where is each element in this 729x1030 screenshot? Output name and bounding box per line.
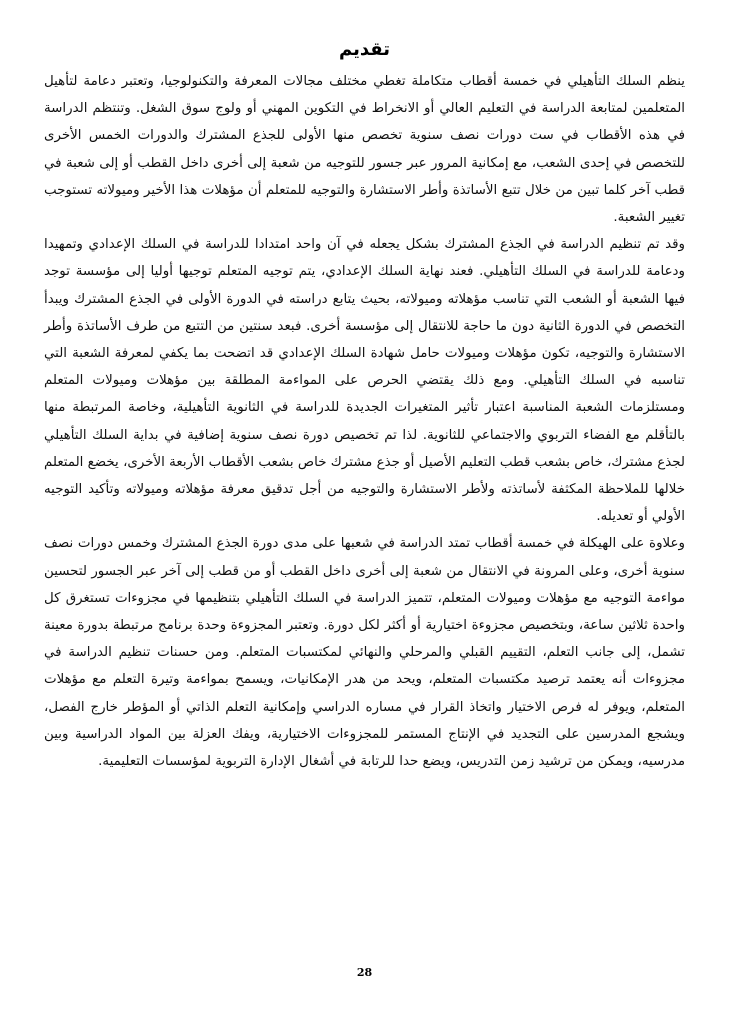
page-title: تقديم [339,39,390,60]
body-text [44,68,685,775]
paragraph-3: وعلاوة على الهيكلة في خمسة أقطاب تمتد الدراسة في شعبها على مدى دورة الجذع المشترك وخمس دورات نصف سنوية أخرى، وعلى المرونة في الانتقال من شعبة إلى أخرى داخل القطب أو من قطب إلى آخر عبر الجسور لتحسين مواءمة التوجيه مع مؤهلات وميولات المتعلم، تتميز الدراسة في السلك التأهيلي بتنظيمها في مجزوءات تستغرق كل واحدة ثلاثين ساعة، وبتخصيص مجزوءة اختيارية أو أكثر لكل دورة. وتعتبر المجزوءة وحدة برنامج مرتبطة بدورة معينة تشمل، إلى جانب التعلم، التقييم القبلي والمرحلي والنهائي لمكتسبات المتعلم. ومن حسنات تنظيم الدراسة في مجزوءات أنه يعتمد ترصيد مكتسبات المتعلم، ويحد من هدر الإمكانيات، ويسمح بمواءمة وتيرة التعلم مع مؤهلات المتعلم، ويوفر له فرص الاختيار واتخاذ القرار في مساره الدراسي وإمكانية التعلم الذاتي أو المؤطر خارج الفصل، ويشجع المدرسين على التجديد في الإنتاج المستمر للمجزوءات الاختيارية، ويفك العزلة بين المواد الدراسية وبين مدرسيه، ويمكن من ترشيد زمن التدريس، ويضع حدا للرتابة في أشغال الإدارة التربوية لمؤسسات التعليمية. [44,536,685,770]
page-number: 28 [356,966,373,979]
paragraph-1: ينظم السلك التأهيلي في خمسة أقطاب متكاملة تغطي مختلف مجالات المعرفة والتكنولوجيا، وتعتبر دعامة لتأهيل المتعلمين لمتابعة الدراسة في التعليم العالي أو الانخراط في التكوين المهني أو ولوج سوق الشغل. وتنتظم الدراسة في هذه الأقطاب في ست دورات نصف سنوية تخصص منها الأولى للجذع المشترك والدورات الخمس الأخرى للتخصص في إحدى الشعب، مع إمكانية المرور عبر جسور للتوجيه من شعبة إلى أخرى داخل القطب أو إلى شعبة في قطب آخر كلما تبين من خلال تتبع الأساتذة وأطر الاستشارة والتوجيه للمتعلم أن مؤهلات هذا الأخير وميولاته تستوجب تغيير الشعبة. [44,74,685,226]
paragraph-2: وقد تم تنظيم الدراسة في الجذع المشترك بشكل يجعله في آن واحد امتدادا للدراسة في السلك الإعدادي وتمهيدا ودعامة للدراسة في السلك التأهيلي. فعند نهاية السلك الإعدادي، يتم توجيه المتعلم توجيها أوليا إلى مؤسسة توجد فيها الشعبة أو الشعب التي تناسب مؤهلاته وميولاته، بحيث يتابع دراسته في الدورة الأولى في الجذع المشترك ويبدأ التخصص في الدورة الثانية دون ما حاجة للانتقال إلى مؤسسة أخرى. فبعد سنتين من التتبع من طرف الأساتذة وأطر الاستشارة والتوجيه، تكون مؤهلات وميولات حامل شهادة السلك الإعدادي قد اتضحت بما يكفي لمعرفة الشعبة التي تناسبه في السلك التأهيلي. ومع ذلك يقتضي الحرص على المواءمة المطلقة بين مؤهلات وميولات المتعلم ومستلزمات الشعبة المناسبة اعتبار تأثير المتغيرات الجديدة للدراسة في الثانوية التأهيلية، وخاصة المرتبطة منها بالتأقلم مع الفضاء التربوي والاجتماعي للثانوية. لذا تم تخصيص دورة نصف سنوية إضافية في بداية السلك التأهيلي لجذع مشترك، خاص بشعب قطب التعليم الأصيل أو جذع مشترك خاص بشعب الأقطاب الأربعة الأخرى، يخضع المتعلم خلالها للملاحظة المكثفة لأساتذته ولأطر الاستشارة والتوجيه من أجل تدقيق معرفة مؤهلاته وميولاته وتأكيد التوجيه الأولي أو تعديله. [44,237,685,525]
